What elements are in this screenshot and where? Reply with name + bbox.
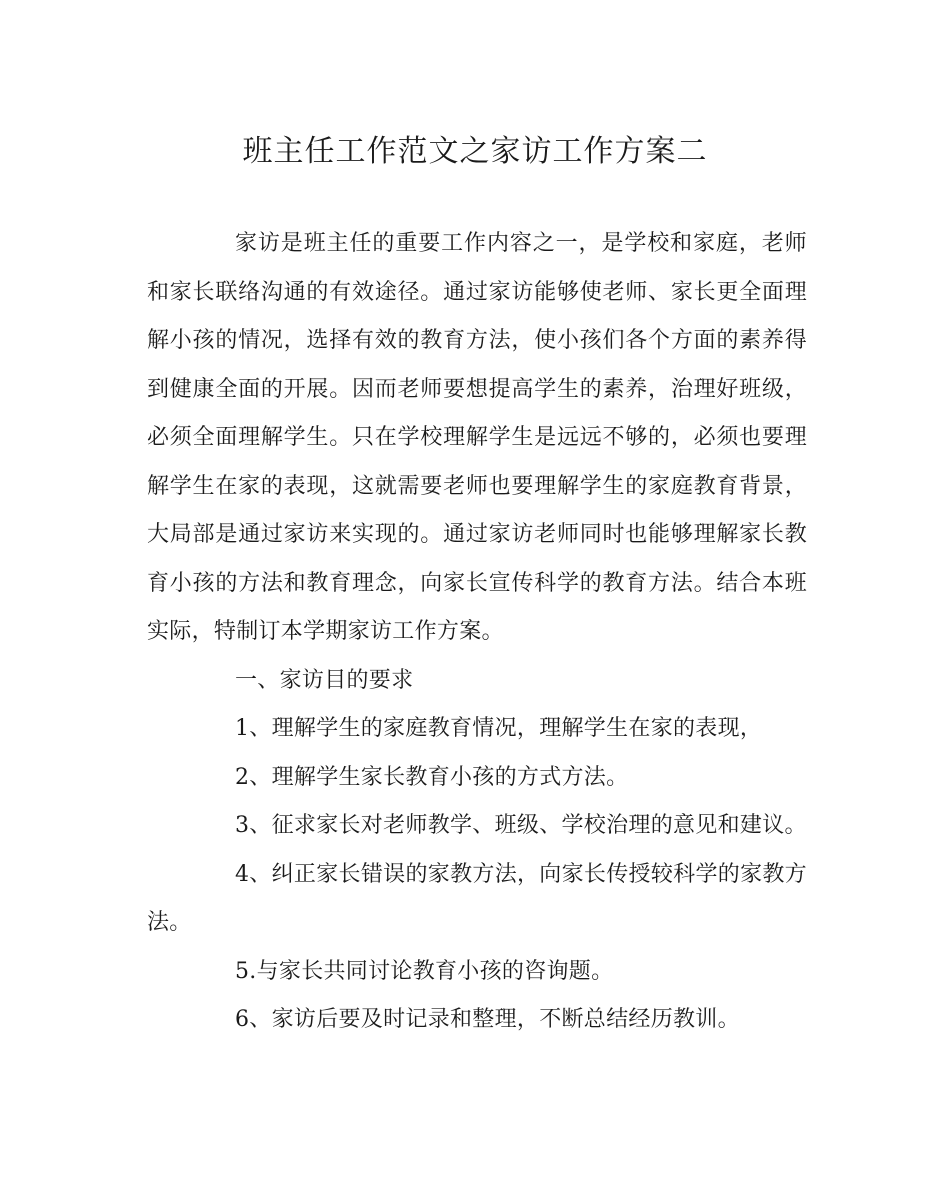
list-item: 4、纠正家长错误的家教方法，向家长传授较科学的家教方法。 <box>147 861 807 935</box>
list-item: 3、征求家长对老师教学、班级、学校治理的意见和建议。 <box>235 813 807 838</box>
intro-paragraph: 家访是班主任的重要工作内容之一，是学校和家庭，老师和家长联络沟通的有效途径。通过家访能够使老师、家长更全面理解小孩的情况，选择有效的教育方法，使小孩们各个方面的素养得到健康全面的开展。因而老师要想提高学生的素养，治理好班级，必须全面理解学生。只在学校理解学生是远远不够的，必须也要理解学生在家的表现，这就需要老师也要理解学生的家庭教育背景，大局部是通过家访来实现的。通过家访老师同时也能够理解家长教育小孩的方法和教育理念，向家长宣传科学的教育方法。结合本班实际，特制订本学期家访工作方案。 <box>147 231 807 644</box>
document-body <box>147 220 807 1045</box>
list-item: 1、理解学生的家庭教育情况，理解学生在家的表现， <box>235 716 763 741</box>
list-item: 2、理解学生家长教育小孩的方式方法。 <box>235 764 629 790</box>
list-item: 6、家访后要及时记录和整理，不断总结经历教训。 <box>235 1007 740 1032</box>
section-heading: 一、家访目的要求 <box>235 667 414 693</box>
list-item: 5.与家长共同讨论教育小孩的咨询题。 <box>235 958 614 984</box>
document-title: 班主任工作范文之家访工作方案二 <box>242 134 708 169</box>
